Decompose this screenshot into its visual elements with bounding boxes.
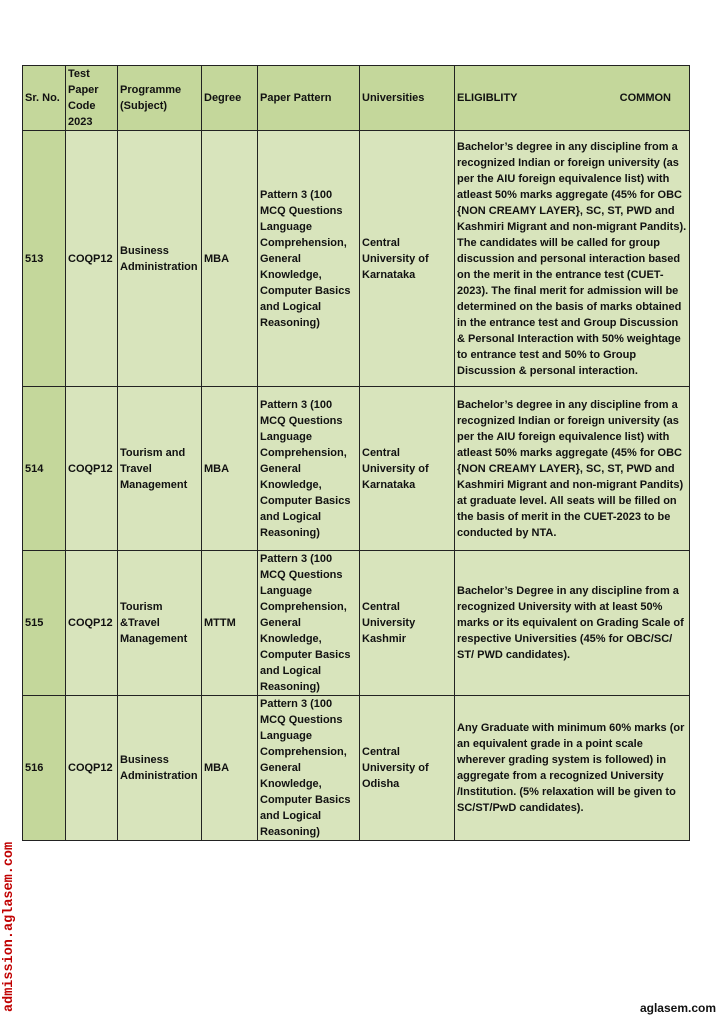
header-universities: Universities (360, 66, 455, 131)
header-paper-pattern: Paper Pattern (258, 66, 360, 131)
cell-degree: MBA (202, 387, 258, 551)
header-programme: Programme (Subject) (118, 66, 202, 131)
cell-pattern: Pattern 3 (100 MCQ Questions Language Comprehension, General Knowledge, Computer Basics and Logical Reasoning) (258, 387, 360, 551)
cell-programme: Tourism and Travel Management (118, 387, 202, 551)
table-row (23, 551, 690, 696)
cell-eligibility: Any Graduate with minimum 60% marks (or an equivalent grade in a point scale wherever grading system is followed) in aggregate from a recognized University /Institution. (5% relaxation will be given to SC/ST/PwD candidates). (455, 696, 690, 841)
cell-programme: Business Administration (118, 696, 202, 841)
cell-degree: MTTM (202, 551, 258, 696)
table-row (23, 696, 690, 841)
footer-site-name: aglasem.com (639, 1001, 716, 1015)
cell-programme: Business Administration (118, 131, 202, 387)
header-eligibility-label: ELIGIBLITY (457, 92, 518, 104)
cell-university: Central University of Odisha (360, 696, 455, 841)
cell-pattern: Pattern 3 (100 MCQ Questions Language Comprehension, General Knowledge, Computer Basics and Logical Reasoning) (258, 551, 360, 696)
header-row (23, 66, 690, 131)
cell-eligibility: Bachelor’s degree in any discipline from a recognized Indian or foreign university (as per the AIU foreign equivalence list) with atleast 50% marks aggregate (45% for OBC {NON CREAMY LAYER}, SC, ST, PWD and Kashmiri Migrant and non-migrant Pandits) at graduate level. All seats will be filled on the basis of merit in the CUET-2023 to be conducted by NTA. (455, 387, 690, 551)
cell-code: COQP12 (66, 696, 118, 841)
header-eligibility (455, 66, 690, 131)
watermark-text[interactable]: admission.aglasem.com (2, 841, 17, 1012)
cell-programme: Tourism &Travel Management (118, 551, 202, 696)
cell-university: Central University of Karnataka (360, 131, 455, 387)
cell-sr-no: 513 (23, 131, 66, 387)
header-test-paper-code: Test Paper Code 2023 (66, 66, 118, 131)
table-row (23, 387, 690, 551)
header-sr-no: Sr. No. (23, 66, 66, 131)
cell-university: Central University Kashmir (360, 551, 455, 696)
cell-degree: MBA (202, 131, 258, 387)
cell-code: COQP12 (66, 131, 118, 387)
header-degree: Degree (202, 66, 258, 131)
cell-degree: MBA (202, 696, 258, 841)
header-common-label: COMMON (619, 92, 671, 104)
table-row (23, 131, 690, 387)
cell-university: Central University of Karnataka (360, 387, 455, 551)
eligibility-table (22, 65, 690, 841)
cell-pattern: Pattern 3 (100 MCQ Questions Language Comprehension, General Knowledge, Computer Basics and Logical Reasoning) (258, 696, 360, 841)
cell-sr-no: 516 (23, 696, 66, 841)
cell-sr-no: 514 (23, 387, 66, 551)
cell-code: COQP12 (66, 387, 118, 551)
cell-eligibility: Bachelor’s Degree in any discipline from a recognized University with at least 50% marks or its equivalent on Grading Scale of respective Universities (45% for OBC/SC/ ST/ PWD candidates). (455, 551, 690, 696)
cell-pattern: Pattern 3 (100 MCQ Questions Language Comprehension, General Knowledge, Computer Basics and Logical Reasoning) (258, 131, 360, 387)
cell-eligibility: Bachelor’s degree in any discipline from a recognized Indian or foreign university (as per the AIU foreign equivalence list) with atleast 50% marks aggregate (45% for OBC {NON CREAMY LAYER}, SC, ST, PWD and Kashmiri Migrant and non-migrant Pandits). The candidates will be called for group discussion and personal interaction based on the merit in the entrance test (CUET-2023). The final merit for admission will be determined on the basis of marks obtained in the entrance test and Group Discussion & Personal Interaction with 50% weightage to entrance test and 50% to Group Discussion & personal interaction. (455, 131, 690, 387)
cell-sr-no: 515 (23, 551, 66, 696)
cell-code: COQP12 (66, 551, 118, 696)
